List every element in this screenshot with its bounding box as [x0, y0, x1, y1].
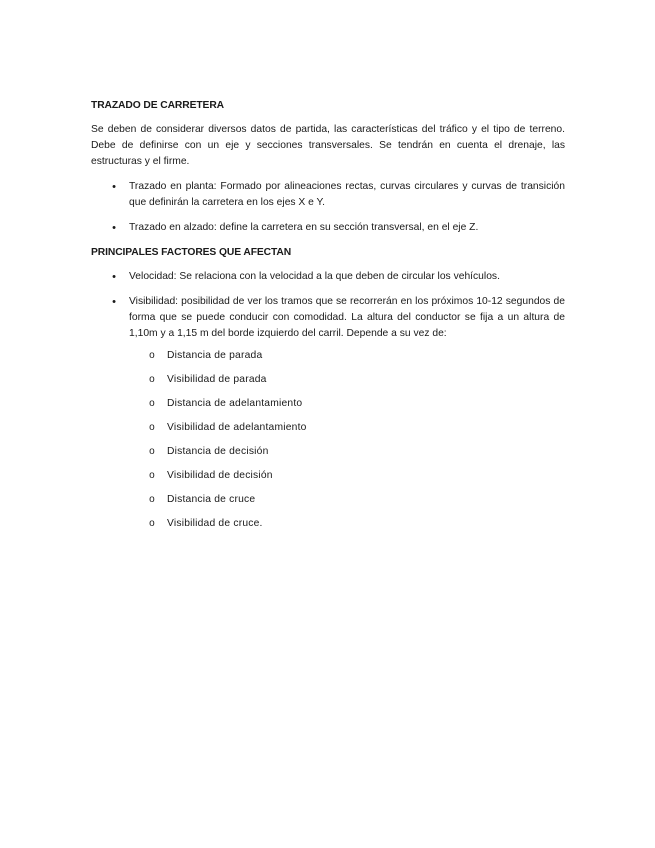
sublist-item-text: Visibilidad de cruce.	[167, 518, 263, 529]
sublist-item	[129, 420, 565, 436]
sublist-item	[129, 444, 565, 460]
list-item	[91, 179, 565, 211]
sublist-item-text: Visibilidad de parada	[167, 374, 267, 385]
list-item-text: Trazado en planta: Formado por alineaciones rectas, curvas circulares y curvas de transición que definirán la carretera en los ejes X e Y.	[129, 181, 565, 208]
circle-bullet-icon: o	[149, 470, 155, 481]
sublist-item	[129, 348, 565, 364]
list-item	[91, 269, 565, 285]
sublist-item-text: Distancia de cruce	[167, 494, 256, 505]
bullet-icon: •	[112, 222, 116, 234]
sublist-item	[129, 492, 565, 508]
circle-bullet-icon: o	[149, 494, 155, 505]
circle-bullet-icon: o	[149, 446, 155, 457]
sublist-item	[129, 396, 565, 412]
document-body	[91, 98, 565, 541]
circle-bullet-icon: o	[149, 518, 155, 529]
bullet-icon: •	[112, 271, 116, 283]
circle-bullet-icon: o	[149, 374, 155, 385]
sublist-item-text: Visibilidad de adelantamiento	[167, 422, 307, 433]
list-item	[91, 220, 565, 236]
sublist-item-text: Visibilidad de decisión	[167, 470, 273, 481]
list-item-text: Visibilidad: posibilidad de ver los tramos que se recorrerán en los próximos 10-12 segundos de forma que se puede conducir con comodidad. La altura del conductor se fija a un altura de 1,10m y a 1,15 m del borde izquierdo del carril. Depende a su vez de:	[129, 296, 565, 339]
list-item	[91, 294, 565, 532]
circle-bullet-icon: o	[149, 422, 155, 433]
sublist-item	[129, 372, 565, 388]
intro-paragraph: Se deben de considerar diversos datos de partida, las características del tráfico y el tipo de terreno. Debe de definirse con un eje y secciones transversales. Se tendrán en cuenta el drenaje, las estructuras y el firme.	[91, 124, 565, 167]
bullet-icon: •	[112, 181, 116, 193]
list-item-text: Trazado en alzado: define la carretera en su sección transversal, en el eje Z.	[129, 222, 479, 233]
visibilidad-sublist	[129, 348, 565, 532]
sublist-item-text: Distancia de parada	[167, 350, 263, 361]
section-title-trazado: TRAZADO DE CARRETERA	[91, 100, 225, 111]
trazado-bullet-list	[91, 179, 565, 236]
sublist-item	[129, 468, 565, 484]
sublist-item	[129, 516, 565, 532]
circle-bullet-icon: o	[149, 350, 155, 361]
bullet-icon: •	[112, 296, 116, 308]
section-title-factores: PRINCIPALES FACTORES QUE AFECTAN	[91, 247, 292, 258]
sublist-item-text: Distancia de adelantamiento	[167, 398, 303, 409]
circle-bullet-icon: o	[149, 398, 155, 409]
list-item-text: Velocidad: Se relaciona con la velocidad a la que deben de circular los vehículos.	[129, 271, 500, 282]
sublist-item-text: Distancia de decisión	[167, 446, 269, 457]
factores-bullet-list	[91, 269, 565, 532]
